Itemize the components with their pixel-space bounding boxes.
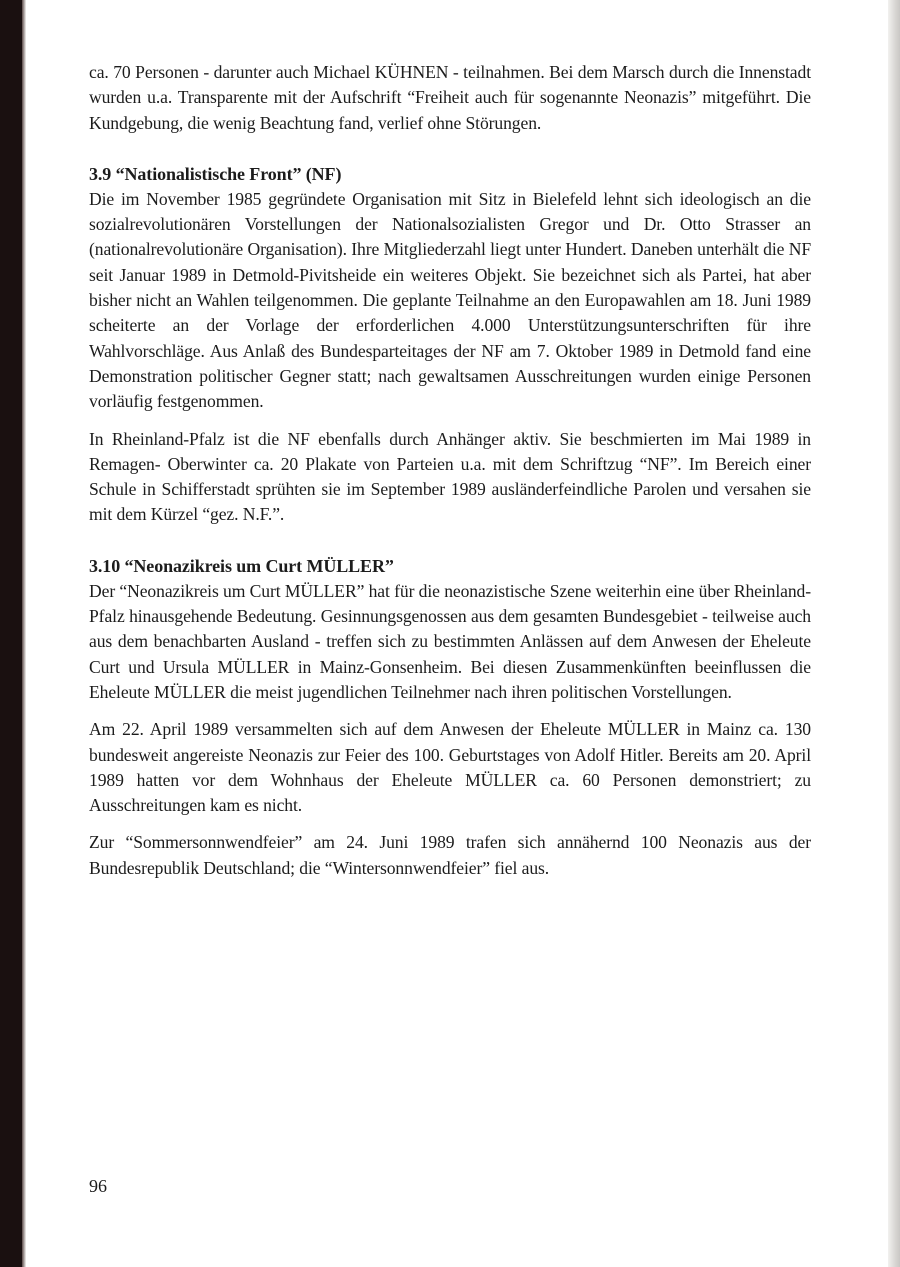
paragraph-spacer — [89, 415, 811, 427]
body-paragraph: Der “Neonazikreis um Curt MÜLLER” hat für die neonazistische Szene weiterhin eine über Rheinland-Pfalz hinausgehende Bedeutung. Gesinnungsgenossen aus dem gesamten Bundesgebiet - teilweise auch aus dem benachbarten Ausland - treffen sich zu bestimmten Anlässen auf dem Anwesen der Eheleute Curt und Ursula MÜLLER in Mainz-Gonsenheim. Bei diesen Zusammenkünften beeinflussen die Eheleute MÜLLER die meist jugendlichen Teilnehmer nach ihren politischen Vorstellungen. — [89, 580, 811, 702]
body-paragraph: Die im November 1985 gegründete Organisation mit Sitz in Bielefeld lehnt sich ideologisch an die sozialrevolutionären Vorstellungen der Nationalsozialisten Gregor und Dr. Otto Strasser an (nationalrevolutionäre Organisation). Ihre Mitgliederzahl liegt unter Hundert. Daneben unterhält die NF seit Januar 1989 in Detmold-Pivitsheide ein weiteres Objekt. Sie bezeichnet sich als Partei, hat aber bisher nicht an Wahlen teilgenommen. Die geplante Teilnahme an den Europawahlen am 18. Juni 1989 scheiterte an der Vorlage der erforderlichen 4.000 Unterstützungsunterschriften für ihre Wahlvorschläge. Aus Anlaß des Bundesparteitages der NF am 7. Oktober 1989 in Detmold fand eine Demonstration politischer Gegner statt; nach gewaltsamen Ausschreitungen wurden einige Personen vorläufig festgenommen. — [89, 188, 811, 412]
section-nationalistische-front — [89, 162, 811, 528]
intro-paragraph: ca. 70 Personen - darunter auch Michael KÜHNEN - teilnahmen. Bei dem Marsch durch die Innenstadt wurden u.a. Transparente mit der Aufschrift “Freiheit auch für sogenannte Neonazis” mitgeführt. Die Kundgebung, die wenig Beachtung fand, verlief ohne Störungen. — [89, 62, 811, 133]
book-spine-shadow — [0, 0, 22, 1267]
body-paragraph: Zur “Sommersonnwendfeier” am 24. Juni 1989 trafen sich annähernd 100 Neonazis aus der Bundesrepublik Deutschland; die “Wintersonnwendfeier” fiel aus. — [89, 832, 811, 878]
section-spacer — [89, 528, 811, 554]
section-neonazikreis — [89, 554, 811, 881]
body-paragraph: Am 22. April 1989 versammelten sich auf dem Anwesen der Eheleute MÜLLER in Mainz ca. 130 bundesweit angereiste Neonazis zur Feier des 100. Geburtstages von Adolf Hitler. Bereits am 20. April 1989 hatten vor dem Wohnhaus der Eheleute MÜLLER ca. 60 Personen demonstriert; zu Ausschreitungen kam es nicht. — [89, 719, 811, 816]
section-spacer — [89, 136, 811, 162]
section-heading: 3.10 “Neonazikreis um Curt MÜLLER” — [89, 555, 394, 576]
page-edge-shadow — [888, 0, 900, 1267]
document-page — [89, 60, 811, 881]
paragraph-spacer — [89, 705, 811, 717]
body-paragraph: In Rheinland-Pfalz ist die NF ebenfalls durch Anhänger aktiv. Sie beschmierten im Mai 1989 in Remagen- Oberwinter ca. 20 Plakate von Parteien u.a. mit dem Schriftzug “NF”. Im Bereich einer Schule in Schifferstadt sprühten sie im September 1989 ausländerfeindliche Parolen und versahen sie mit dem Kürzel “gez. N.F.”. — [89, 428, 811, 525]
section-heading: 3.9 “Nationalistische Front” (NF) — [89, 163, 342, 184]
book-spine-fade — [22, 0, 26, 1267]
page-number: 96 — [89, 1176, 107, 1196]
paragraph-spacer — [89, 818, 811, 830]
